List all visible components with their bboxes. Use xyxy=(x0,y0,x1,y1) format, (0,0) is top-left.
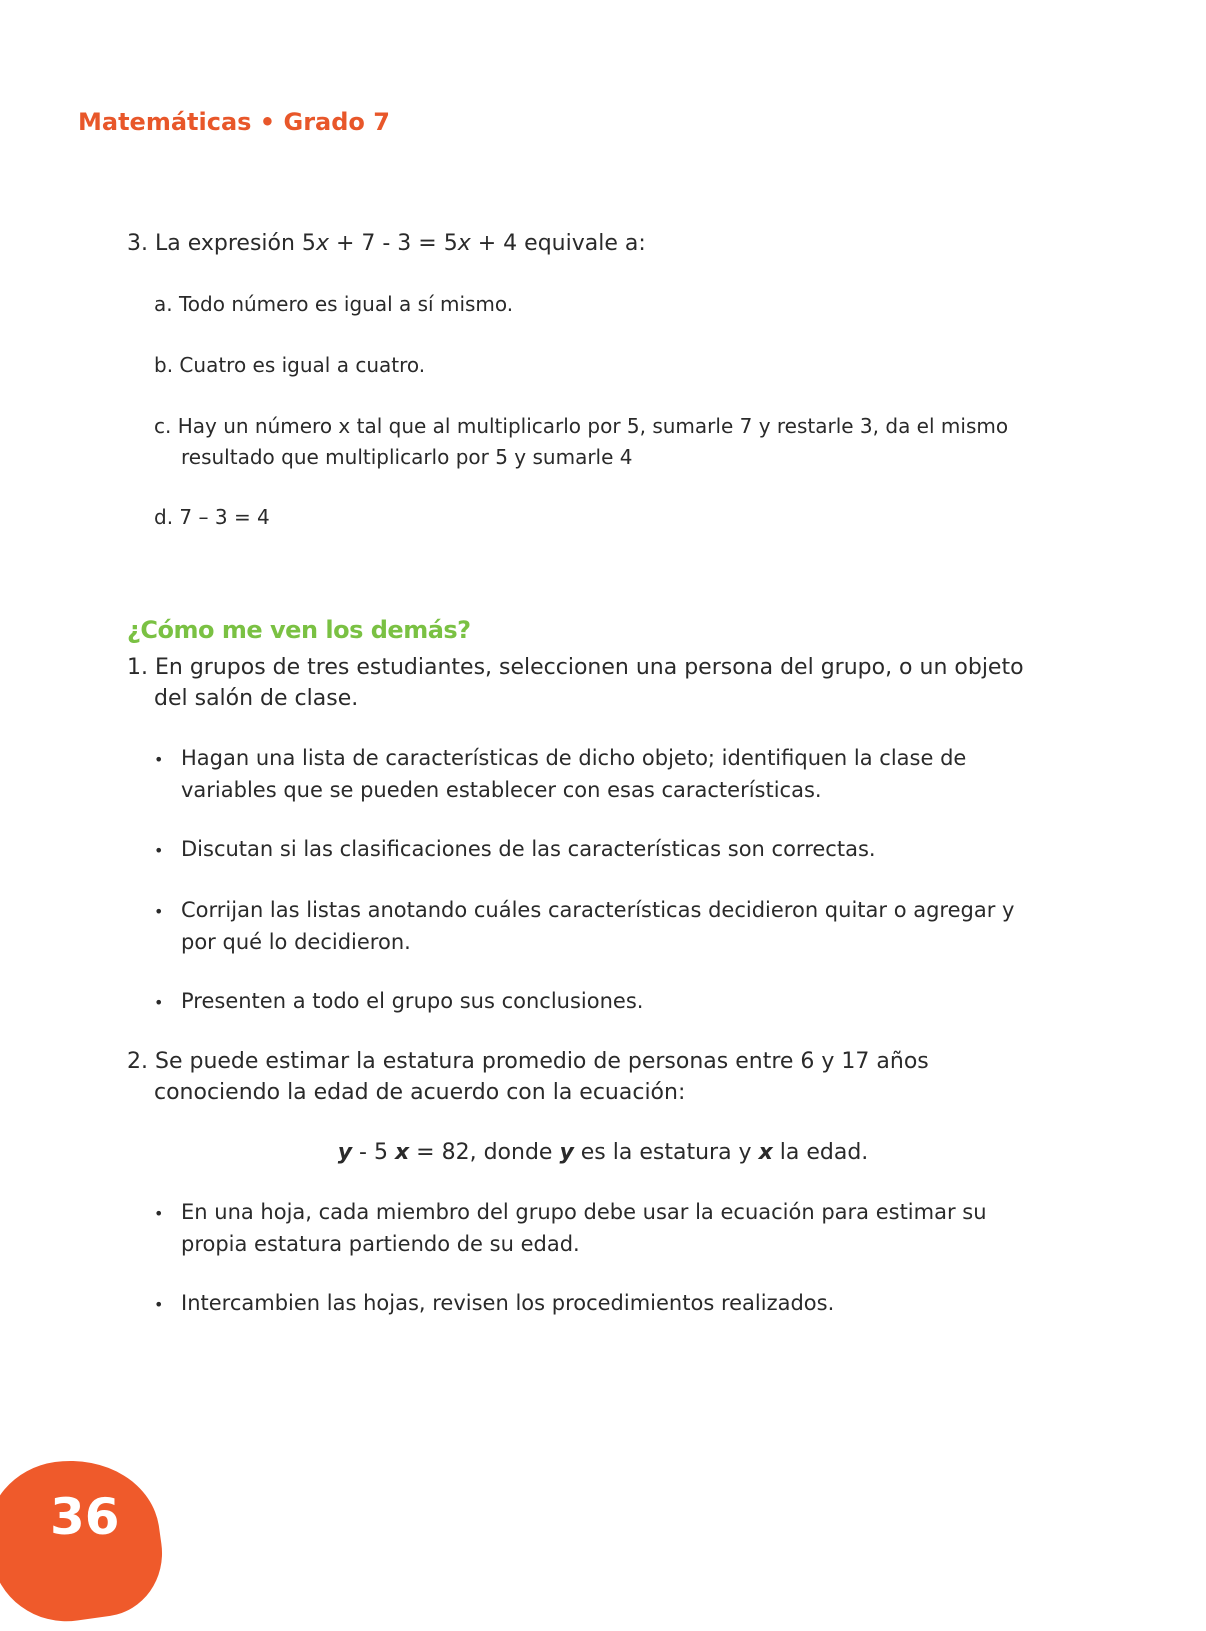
bullet-dot-icon: • xyxy=(154,902,164,921)
question-3-text xyxy=(127,228,1027,259)
bullet-item xyxy=(154,986,1053,1018)
option-a xyxy=(154,289,1053,320)
option-text: Hay un número x tal que al multiplicarlo por 5, sumarle 7 y restarle 3, da el mismo resultado que multiplicarlo por 5 y sumarle 4 xyxy=(177,414,1009,469)
bullet-dot-icon: • xyxy=(154,1204,164,1223)
page-number: 36 xyxy=(50,1488,120,1546)
option-letter: b. xyxy=(154,353,174,377)
bullet-item xyxy=(154,743,1053,806)
bullet-dot-icon: • xyxy=(154,993,164,1012)
option-c xyxy=(154,411,1053,473)
bullet-text: Intercambien las hojas, revisen los procedimientos realizados. xyxy=(181,1291,835,1315)
variable-x: x xyxy=(457,231,471,256)
equation-part: la edad. xyxy=(772,1140,869,1165)
question-number: 3. xyxy=(127,231,148,256)
item-1-text xyxy=(127,652,1027,714)
bullet-item xyxy=(154,1197,1053,1260)
page-header: Matemáticas • Grado 7 xyxy=(78,108,390,136)
item-2-text xyxy=(127,1046,1027,1108)
option-text: Todo número es igual a sí mismo. xyxy=(178,292,514,316)
equation-part: - 5 xyxy=(352,1140,395,1165)
item-2 xyxy=(127,1046,1027,1108)
bullet-dot-icon: • xyxy=(154,1295,164,1314)
option-b xyxy=(154,350,1053,381)
bullet-item xyxy=(154,1288,1053,1320)
option-d xyxy=(154,502,1053,533)
question-text-part: + 4 equivale a: xyxy=(470,231,646,256)
option-letter: c. xyxy=(154,414,172,438)
item-number: 1. xyxy=(127,655,148,680)
bullet-dot-icon: • xyxy=(154,841,164,860)
option-letter: a. xyxy=(154,292,173,316)
bullet-dot-icon: • xyxy=(154,750,164,769)
question-3 xyxy=(127,228,1027,259)
bullet-text: Presenten a todo el grupo sus conclusiones. xyxy=(181,989,644,1013)
question-text-part: La expresión 5 xyxy=(155,231,316,256)
variable-y: y xyxy=(337,1140,353,1165)
variable-x: x xyxy=(394,1140,410,1165)
bullet-item xyxy=(154,834,1053,866)
bullet-text: Corrijan las listas anotando cuáles características decidieron quitar o agregar y por qué lo decidieron. xyxy=(181,898,1015,954)
equation-part: es la estatura y xyxy=(573,1140,759,1165)
item-number: 2. xyxy=(127,1049,148,1074)
item-text: En grupos de tres estudiantes, seleccionen una persona del grupo, o un objeto del salón de clase. xyxy=(154,655,1024,711)
option-text: Cuatro es igual a cuatro. xyxy=(179,353,426,377)
section-title: ¿Cómo me ven los demás? xyxy=(127,616,471,644)
question-text-part: + 7 - 3 = 5 xyxy=(328,231,458,256)
option-text: 7 – 3 = 4 xyxy=(179,505,270,529)
item-text: Se puede estimar la estatura promedio de personas entre 6 y 17 años conociendo la edad de acuerdo con la ecuación: xyxy=(154,1049,929,1105)
bullet-text: En una hoja, cada miembro del grupo debe usar la ecuación para estimar su propia estatura partiendo de su edad. xyxy=(181,1200,987,1256)
variable-x: x xyxy=(758,1140,773,1165)
bullet-text: Discutan si las clasificaciones de las características son correctas. xyxy=(181,837,876,861)
item-1 xyxy=(127,652,1027,714)
variable-y: y xyxy=(559,1140,574,1165)
equation xyxy=(0,1137,1206,1168)
bullet-item xyxy=(154,895,1053,958)
variable-x: x xyxy=(315,231,329,256)
option-letter: d. xyxy=(154,505,174,529)
bullet-text: Hagan una lista de características de dicho objeto; identifiquen la clase de variables que se pueden establecer con esas características. xyxy=(181,746,967,802)
equation-part: = 82, donde xyxy=(409,1140,560,1165)
